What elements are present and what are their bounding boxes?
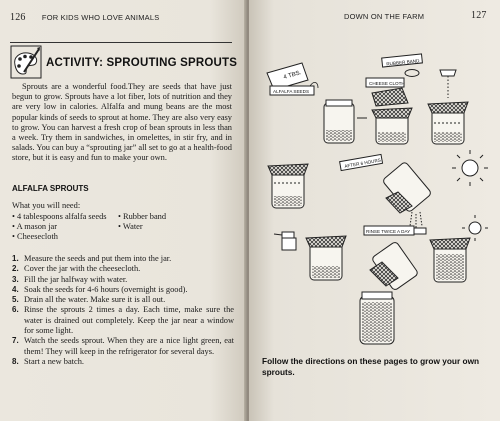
material-item: • A mason jar	[12, 222, 58, 231]
seed-packet-label: ALFALFA SEEDS	[273, 89, 310, 94]
water-jar-icon	[428, 70, 468, 144]
rinsing-jar-icon	[306, 236, 346, 280]
step-item	[12, 357, 234, 367]
intro-paragraph: Sprouts are a wonderful food.They are seeds that have just begun to grow. Sprouts have a lot fiber, lots of nutrition and they are very low in calories. Alfalfa and mung beans are the most popular kinds of seeds to sprout at home. They are also very easy to grow. You can harvest a fresh crop of bean sprouts in less than a week. Try them in sandwiches, in omelettes, in stir fry, and in salads. You can buy a “sprouting jar” all set to go at a health-food store, but it is easy and fun to make your own.	[12, 82, 232, 163]
hours-note	[340, 154, 383, 170]
step-item	[12, 285, 234, 295]
harvest-jar-icon	[360, 292, 394, 344]
activity-title: ACTIVITY: SPROUTING SPROUTS	[46, 57, 238, 69]
step-text: Measure the seeds and put them into the jar.	[24, 254, 172, 263]
tablespoon-label: 4 TBS.	[282, 70, 303, 81]
material-item: • Water	[118, 222, 143, 231]
material-item: • Rubber band	[118, 212, 167, 221]
step-number: 2.	[12, 264, 19, 274]
step-item	[12, 295, 234, 305]
step-text: Soak the seeds for 4-6 hours (overnight is good).	[24, 284, 188, 294]
material-item: • 4 tablespoons alfalfa seeds	[12, 212, 107, 221]
rubber-band-icon	[382, 54, 423, 77]
seed-packet-icon	[270, 86, 314, 95]
rubber-band-label: RUBBER BAND	[386, 58, 420, 67]
sprouting-illustration	[262, 48, 492, 348]
step-number: 1.	[12, 254, 19, 263]
palette-brush-icon	[10, 45, 42, 79]
step-text: Start a new batch.	[24, 356, 84, 366]
illustration-caption: Follow the directions on these pages to grow your own sprouts.	[262, 356, 480, 377]
step-item	[12, 305, 234, 336]
sun-icon	[452, 150, 488, 186]
rinse-note	[364, 226, 414, 235]
step-text: Watch the seeds sprout. When they are a nice light green, eat them! They will keep in the refrigerator for several days.	[24, 336, 234, 356]
right-page-number: 127	[471, 10, 487, 21]
soaking-jar-icon	[268, 164, 308, 208]
materials-label: What you will need:	[12, 201, 81, 210]
rinse-label: RINSE TWICE A DAY	[366, 229, 411, 234]
hours-label: AFTER 6 HOURS	[344, 157, 382, 169]
step-text: Fill the jar halfway with water.	[24, 274, 128, 284]
right-running-head: DOWN ON THE FARM	[344, 12, 425, 21]
left-page-number: 126	[10, 12, 26, 23]
step-item	[12, 275, 234, 285]
step-number: 7.	[12, 336, 19, 346]
section-heading: ALFALFA SPROUTS	[12, 184, 89, 193]
jar-with-seeds-icon	[324, 100, 354, 143]
step-number: 6.	[12, 305, 19, 315]
tilted-jar-icon	[370, 241, 419, 291]
spray-bottle-icon	[274, 232, 296, 250]
cheesecloth-icon	[366, 78, 408, 106]
covered-jar-icon	[372, 108, 412, 144]
material-item: • Cheesecloth	[12, 232, 58, 241]
steps-list	[12, 254, 234, 367]
left-running-head: FOR KIDS WHO LOVE ANIMALS	[41, 13, 160, 22]
step-item	[12, 264, 234, 274]
draining-jar-icon	[382, 161, 432, 234]
step-number: 5.	[12, 295, 19, 305]
step-number: 3.	[12, 274, 19, 284]
sprouted-jar-icon	[430, 238, 470, 282]
left-page	[0, 0, 247, 421]
step-item	[12, 336, 234, 357]
sun-icon	[462, 215, 488, 241]
cheesecloth-label: CHEESE CLOTH	[369, 81, 405, 86]
left-page-header	[10, 12, 159, 23]
step-text: Drain all the water. Make sure it is all out.	[24, 295, 166, 305]
header-rule	[10, 42, 232, 43]
step-text: Rinse the sprouts 2 times a day. Each time, make sure the water is drained out completely. Keep the jar near a window for some light.	[24, 305, 234, 336]
step-number: 4.	[12, 284, 19, 294]
step-text: Cover the jar with the cheesecloth.	[24, 264, 141, 274]
step-item	[12, 254, 234, 264]
step-number: 8.	[12, 356, 19, 366]
